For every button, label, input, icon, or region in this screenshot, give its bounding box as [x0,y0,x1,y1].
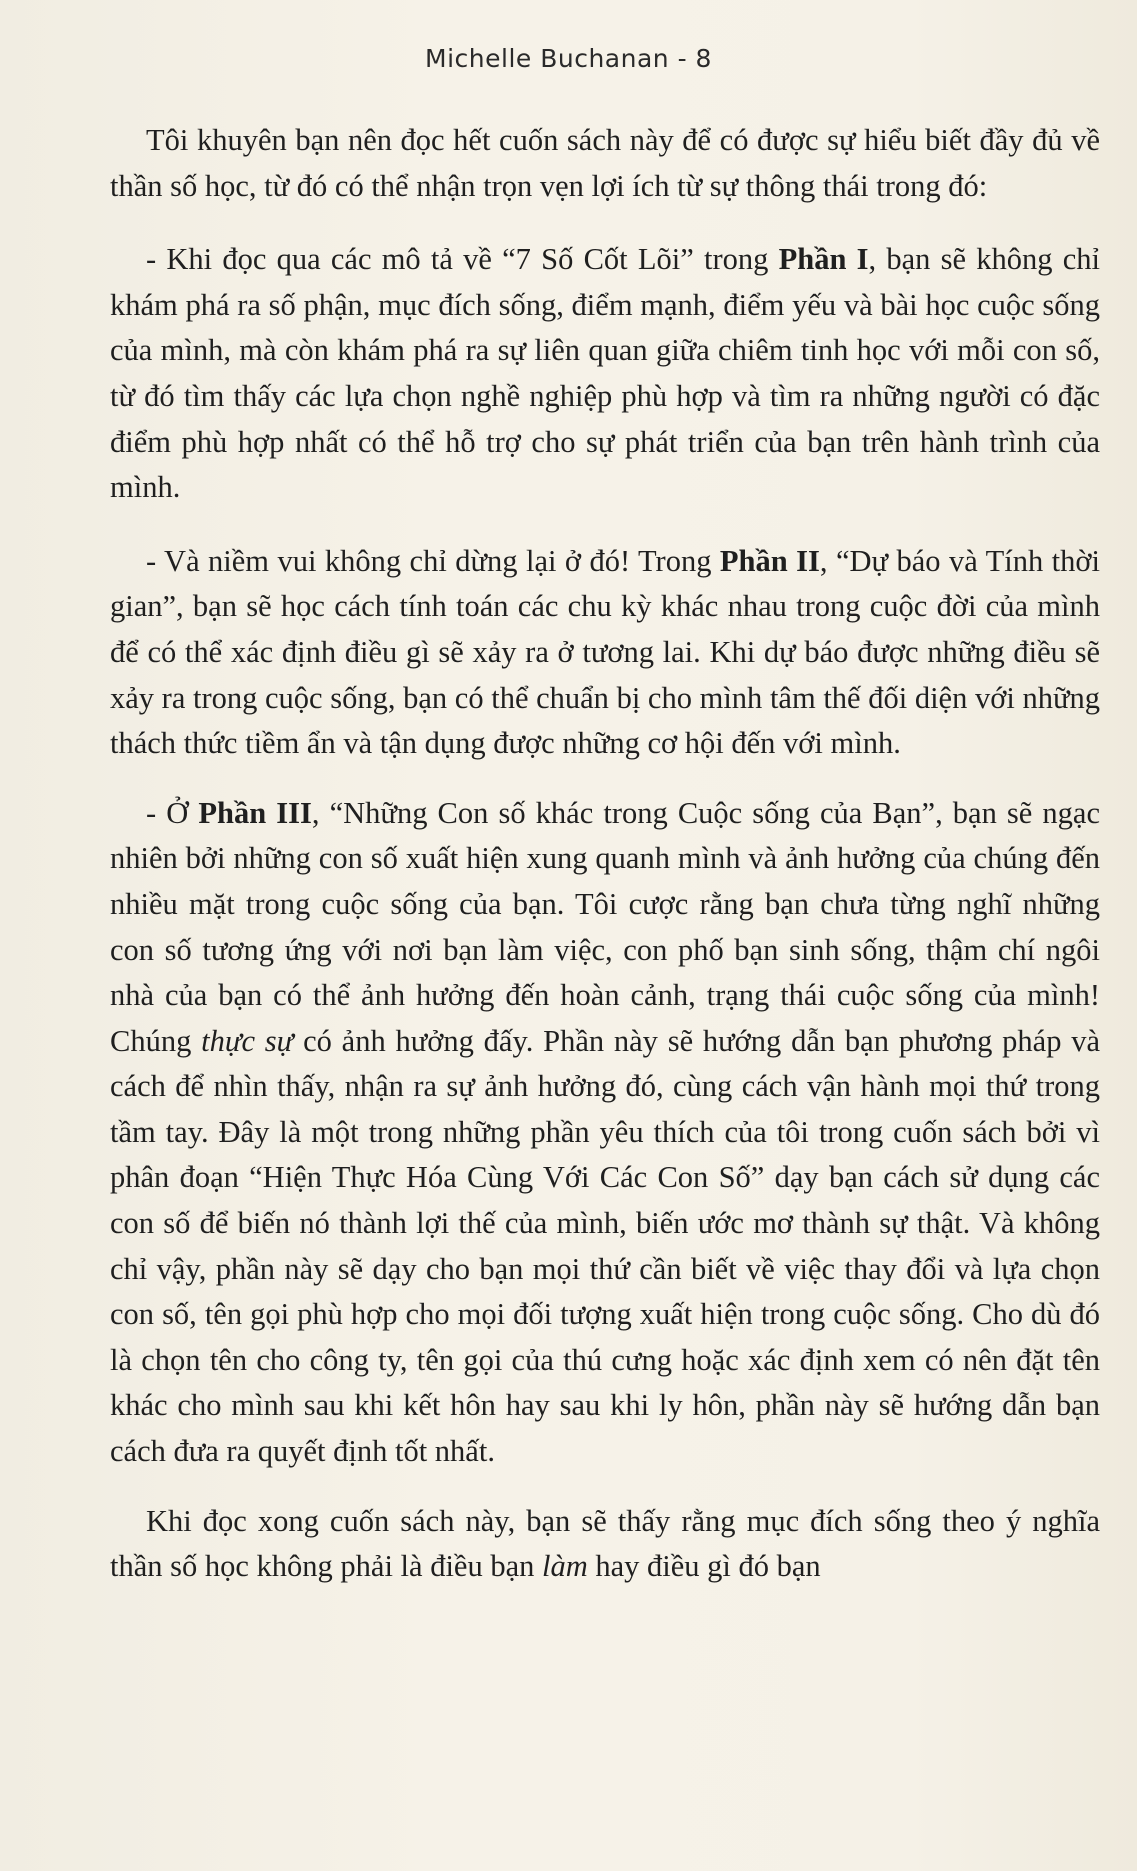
paragraph-text: hay điều gì đó bạn [587,1549,821,1584]
part-reference: Phần III [198,795,312,830]
paragraph-text: - Khi đọc qua các mô tả về “7 Số Cốt Lõi” trong [146,242,779,277]
paragraph-part-two [110,539,1100,767]
paragraph-conclusion [110,1499,1100,1590]
part-reference: Phần II [719,543,820,578]
emphasis-text: làm [542,1549,588,1584]
paragraph-part-one [110,237,1100,511]
paragraph-text: - Và niềm vui không chỉ dừng lại ở đó! Trong [146,543,720,578]
page-body [110,118,1100,1590]
paragraph-text: - Ở [146,795,199,830]
paragraph-text: Khi đọc xong cuốn sách này, bạn sẽ thấy rằng mục đích sống theo ý nghĩa thần số học không phải là điều bạn [110,1503,1100,1584]
paragraph-text: Tôi khuyên bạn nên đọc hết cuốn sách này để có được sự hiểu biết đầy đủ về thần số học, từ đó có thể nhận trọn vẹn lợi ích từ sự thông thái trong đó: [110,123,1100,203]
emphasis-text: thực sự [201,1023,294,1058]
running-header: Michelle Buchanan - 8 [425,44,712,73]
paragraph-text: , “Những Con số khác trong Cuộc sống của Bạn”, bạn sẽ ngạc nhiên bởi những con số xuất hiện xung quanh mình và ảnh hưởng của chúng đến nhiều mặt trong cuộc sống của bạn. Tôi cược rằng bạn chưa từng nghĩ những con số tương ứng với nơi bạn làm việc, con phố bạn sinh sống, thậm chí ngôi nhà của bạn có thể ảnh hưởng đến hoàn cảnh, trạng thái cuộc sống của mình! Chúng [110,795,1101,1058]
paragraph-part-three [110,791,1100,1475]
paragraph-text: , “Dự báo và Tính thời gian”, bạn sẽ học cách tính toán các chu kỳ khác nhau trong cuộc đời của mình để có thể xác định điều gì sẽ xảy ra ở tương lai. Khi dự báo được những điều sẽ xảy ra trong cuộc sống, bạn có thể chuẩn bị cho mình tâm thế đối diện với những thách thức tiềm ẩn và tận dụng được những cơ hội đến với mình. [110,543,1100,761]
paragraph-intro [110,118,1100,209]
paragraph-text: có ảnh hưởng đấy. Phần này sẽ hướng dẫn bạn phương pháp và cách để nhìn thấy, nhận ra sự ảnh hưởng đó, cùng cách vận hành mọi thứ trong tầm tay. Đây là một trong những phần yêu thích của tôi trong cuốn sách bởi vì phân đoạn “Hiện Thực Hóa Cùng Với Các Con Số” dạy bạn cách sử dụng các con số để biến nó thành lợi thế của mình, biến ước mơ thành sự thật. Và không chỉ vậy, phần này sẽ dạy cho bạn mọi thứ cần biết về việc thay đổi và lựa chọn con số, tên gọi phù hợp cho mọi đối tượng xuất hiện trong cuộc sống. Cho dù đó là chọn tên cho công ty, tên gọi của thú cưng hoặc xác định xem có nên đặt tên khác cho mình sau khi kết hôn hay sau khi ly hôn, phần này sẽ hướng dẫn bạn cách đưa ra quyết định tốt nhất. [110,1023,1101,1469]
part-reference: Phần I [778,242,869,277]
paragraph-text: , bạn sẽ không chỉ khám phá ra số phận, mục đích sống, điểm mạnh, điểm yếu và bài học cuộc sống của mình, mà còn khám phá ra sự liên quan giữa chiêm tinh học với mỗi con số, từ đó tìm thấy các lựa chọn nghề nghiệp phù hợp và tìm ra những người có đặc điểm phù hợp nhất có thể hỗ trợ cho sự phát triển của bạn trên hành trình của mình. [110,242,1100,505]
